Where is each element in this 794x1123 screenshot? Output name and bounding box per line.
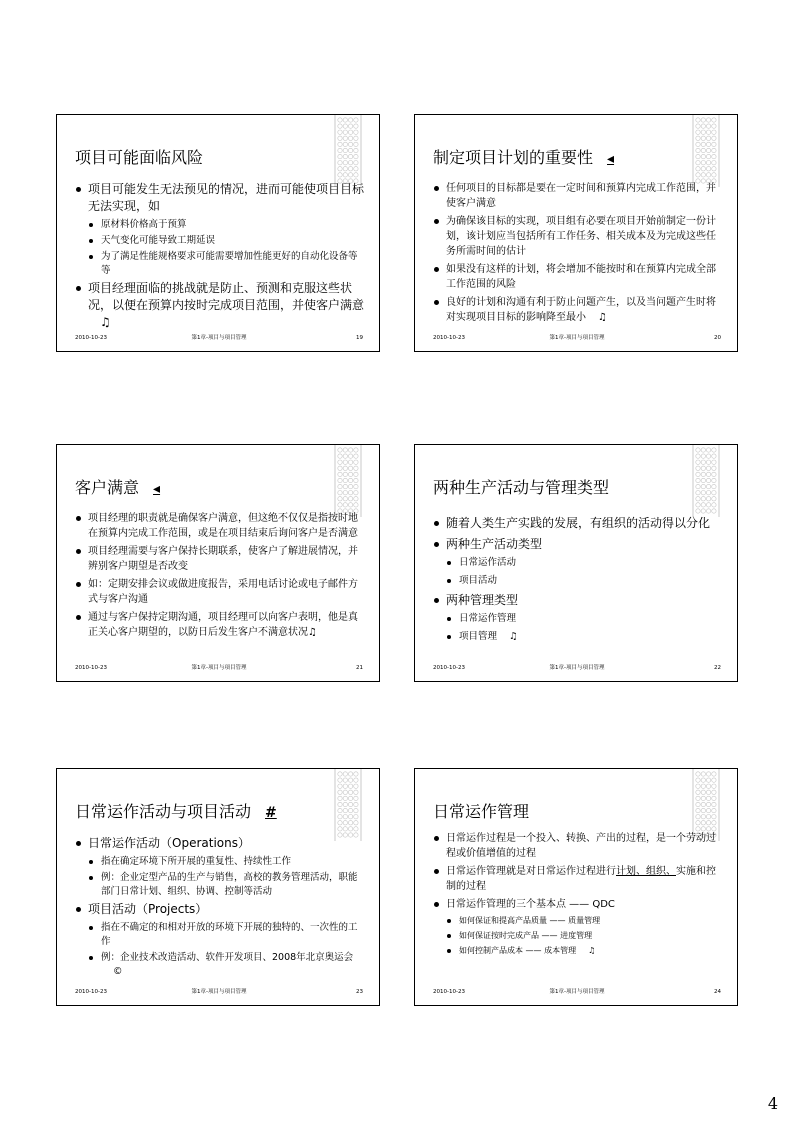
bullet: 日常运作管理就是对日常运作过程进行计划、组织、实施和控制的过程 [433,864,723,894]
sub-bullet: 日常运作管理 [446,612,723,626]
slide-title: 两种生产活动与管理类型 [433,478,610,497]
bullet: 通过与客户保持定期沟通，项目经理可以向客户表明，他是真正关心客户期望的，以防日后发生客户不满意状况♫ [75,610,365,640]
bullet: 项目经理需要与客户保持长期联系，使客户了解进展情况，并辨别客户期望是否改变 [75,544,365,574]
slide-body [433,181,723,328]
slide-footer [433,333,721,343]
slide-footer [433,663,721,673]
copyright-icon: © [113,966,123,977]
footer-date: 2010-10-23 [75,335,107,341]
bullet: 随着人类生产实践的发展，有组织的活动得以分化 [433,515,723,532]
footer-chapter: 第1章-项目与项目管理 [549,989,605,995]
sub-bullet: 为了满足性能规格要求可能需要增加性能更好的自动化设备等等 [88,250,365,278]
slide-body [433,831,723,960]
slide-footer [433,987,721,997]
sub-bullet: 项目管理 ♫ [446,630,723,644]
sub-bullet: 指在确定环境下所开展的重复性、持续性工作 [88,855,365,869]
sub-bullet: 原材料价格高于预算 [88,218,365,232]
bullet: 任何项目的目标都是要在一定时间和预算内完成工作范围，并使客户满意 [433,181,723,211]
footer-slide-number: 22 [714,665,721,671]
bullet: 良好的计划和沟通有利于防止问题产生，以及当问题产生时将对实现项目目标的影响降至最小 ♫ [433,295,723,325]
music-note-icon: ♫ [509,631,518,642]
slide-19 [56,114,380,352]
footer-slide-number: 19 [356,335,363,341]
bullet: 日常运作过程是一个投入、转换、产出的过程，是一个劳动过程或价值增值的过程 [433,831,723,861]
slide-body [433,515,723,646]
bullet: 日常运作活动（Operations） [75,835,365,852]
music-note-icon: ♫ [100,315,111,329]
bullet: 两种管理类型 [433,592,723,609]
slide-footer [75,663,363,673]
footer-date: 2010-10-23 [433,989,465,995]
slide-21 [56,444,380,682]
footer-slide-number: 21 [356,665,363,671]
bullet: 如果没有这样的计划，将会增加不能按时和在预算内完成全部工作范围的风险 [433,262,723,292]
footer-date: 2010-10-23 [433,665,465,671]
slide-23 [56,768,380,1006]
bullet: 项目经理面临的挑战就是防止、预测和克服这些状况，以便在预算内按时完成项目范围，并使客户满意♫ [75,280,365,331]
slide-title: 日常运作活动与项目活动 # [75,802,277,821]
slide-body [75,181,365,334]
slide-decoration-icon [689,115,723,187]
footer-chapter: 第1章-项目与项目管理 [191,665,247,671]
bullet: 项目可能发生无法预见的情况，进而可能使项目目标无法实现，如 [75,181,365,215]
bullet: 两种生产活动类型 [433,536,723,553]
footer-slide-number: 23 [356,989,363,995]
slide-22 [414,444,738,682]
slide-title: 制定项目计划的重要性 ◂ [433,148,615,167]
slide-decoration-icon [331,769,365,841]
slide-24 [414,768,738,1006]
footer-chapter: 第1章-项目与项目管理 [549,665,605,671]
sub-bullet: 如何控制产品成本 —— 成本管理 ♫ [446,945,723,957]
bullet: 为确保该目标的实现，项目组有必要在项目开始前制定一份计划，该计划应当包括所有工作任务、相关成本及为完成这些任务所需时间的估计 [433,214,723,259]
hash-link-icon: # [265,805,277,821]
slide-20 [414,114,738,352]
slide-body [75,835,365,981]
slide-title: 日常运作管理 [433,802,530,821]
slide-footer [75,333,363,343]
sub-bullet: 指在不确定的和相对开放的环境下开展的独特的、一次性的工作 [88,921,365,949]
back-arrow-icon: ◂ [153,481,161,497]
slide-decoration-icon [331,115,365,187]
bullet: 日常运作管理的三个基本点 —— QDC [433,897,723,912]
music-note-icon: ♫ [598,312,607,323]
underlined-text: 计划、组织、 [616,866,676,877]
sub-bullet: 例：企业技术改造活动、软件开发项目、2008年北京奥运会© [88,951,365,979]
bullet: 如：定期安排会议或做进度报告，采用电话讨论或电子邮件方式与客户沟通 [75,577,365,607]
music-note-icon: ♫ [308,627,317,638]
footer-chapter: 第1章-项目与项目管理 [191,989,247,995]
slide-decoration-icon [331,445,365,517]
sub-bullet: 如何保证和提高产品质量 —— 质量管理 [446,915,723,927]
footer-chapter: 第1章-项目与项目管理 [549,335,605,341]
slide-footer [75,987,363,997]
sub-bullet: 天气变化可能导致工期延误 [88,234,365,248]
slide-title: 客户满意 ◂ [75,478,161,497]
sub-bullet: 日常运作活动 [446,556,723,570]
bullet: 项目经理的职责就是确保客户满意，但这绝不仅仅是指按时地在预算内完成工作范围，或是在项目结束后询问客户是否满意 [75,511,365,541]
sub-bullet: 例：企业定型产品的生产与销售，高校的教务管理活动，职能部门日常计划、组织、协调、控制等活动 [88,871,365,899]
footer-chapter: 第1章-项目与项目管理 [191,335,247,341]
sub-bullet: 如何保证按时完成产品 —— 进度管理 [446,930,723,942]
slide-title: 项目可能面临风险 [75,148,204,167]
back-arrow-icon: ◂ [607,151,615,167]
page-number: 4 [767,1094,778,1113]
footer-date: 2010-10-23 [75,989,107,995]
sub-bullet: 项目活动 [446,574,723,588]
footer-slide-number: 20 [714,335,721,341]
footer-slide-number: 24 [714,989,721,995]
slide-decoration-icon [689,445,723,517]
footer-date: 2010-10-23 [433,335,465,341]
bullet: 项目活动（Projects） [75,901,365,918]
footer-date: 2010-10-23 [75,665,107,671]
slide-body [75,511,365,643]
music-note-icon: ♫ [588,946,596,955]
